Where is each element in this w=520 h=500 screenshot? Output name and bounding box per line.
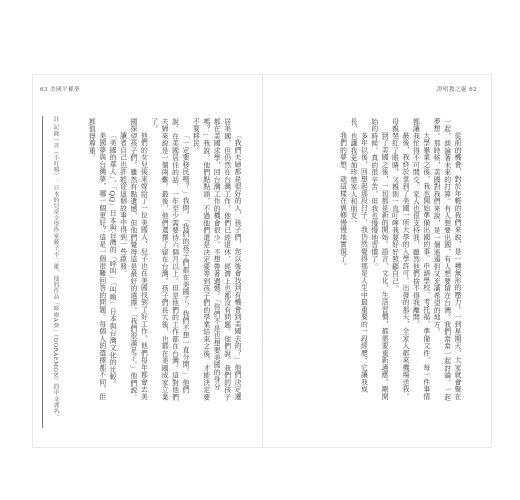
paragraph: 「一定要移民嗎？」我問。「我們的孩子們都在美國了，我們不想一直分開。」他們說。在美國居住的話，一年至少需要待六個月以上。但是他們的工作都在台灣。這對他們夫婦來說是一個兩難。最後，他們選擇了留在台灣。孩子們長大後，也都在美國成家立業了。 [149, 118, 189, 401]
paragraph: 我們的夢想，就這樣在異鄉慢慢地實現了。 [338, 131, 347, 270]
book-gutter [262, 75, 263, 447]
paragraph: 最後，我終於拿到了美國一所大學的入學許可。出發的那天，全家人都來機場送我。母親哭紅了眼睛，父親則一直叮嚀我要好好照顧自己。 [390, 118, 409, 400]
left-page-text [62, 118, 242, 406]
footnote: 註 記錄一首（小叮噹）：日本的兒童文學作家藤子不二雄，他的作品「哆啦A夢」（DORAEMON）的中文譯名。 [42, 116, 59, 428]
paragraph: 「美國的華人」、「QQ」日本與台灣的「呼叫」「叫喚」日本與台灣文化的比較。 [108, 131, 117, 388]
paragraph: 從前的機會，對於年輕的我們來說，是一種無形的壓力。一到星期天，大家就會聚在一起，談論著未來的打算。有人想要出國，有人想要留在台灣。我們常常一起討論，一起夢想。那時候，美國對我們來說，是一個遙遠但又充滿希望的地方。 [432, 118, 461, 401]
paragraph: 「我們夫婦都是很好的人，孩子們，您以後會找到有機會到美國去的？」他們決定遷居美國，但仍然在台灣工作。他們已經退休，經濟上也都沒有問題。他們說，我們的孩子都在美國求學，回台灣工作的機會很少。不想帶著遺憾。「你們不是也想要美國的身分嗎？」我說。他們點點頭，不過他們還是決定要等到孩子們的學業結束之後，才能決定要不要移民。 [191, 118, 241, 401]
paragraph: 他們的女兒後來嫁給了一位美國人，兒子也在美國找到了好工作。他們每年都會去美國探望孩子們。雖然有點遺憾，但他們覺得這是最好的選擇。「我們很滿足了。」他們說。 [128, 118, 148, 402]
paragraph: 讀者自己也許能從這個故事中得到一些啟發。 [118, 131, 127, 277]
paragraph: 大學畢業之後，我也開始準備出國的事。申請學校、考托福、準備文件，每一件事情都讓我忙得不可開交。家人也很支持我，雖然他們捨不得我離開。 [411, 118, 430, 400]
left-page-header: 63 美國平權夢 [40, 87, 81, 93]
paragraph: 美國夢與台灣夢，哪一個更好？這是一個很難回答的問題。每個人的選擇都不同，但都值得尊重。 [87, 118, 106, 400]
paragraph: 多年以後，回想起那段日子，我仍然覺得那是人生中最重要的一段經歷。它讓我成長，也讓我更加珍惜家人和朋友。 [348, 118, 368, 393]
right-page-text [292, 118, 462, 406]
paragraph: 到了美國之後，一切都是新的開始。語言、文化、生活習慣，都需要重新適應。剛開始的時候，真的很辛苦，但我也慢慢地習慣了。 [369, 118, 389, 400]
right-page-header: 澄明教之靈 62 [436, 87, 477, 93]
